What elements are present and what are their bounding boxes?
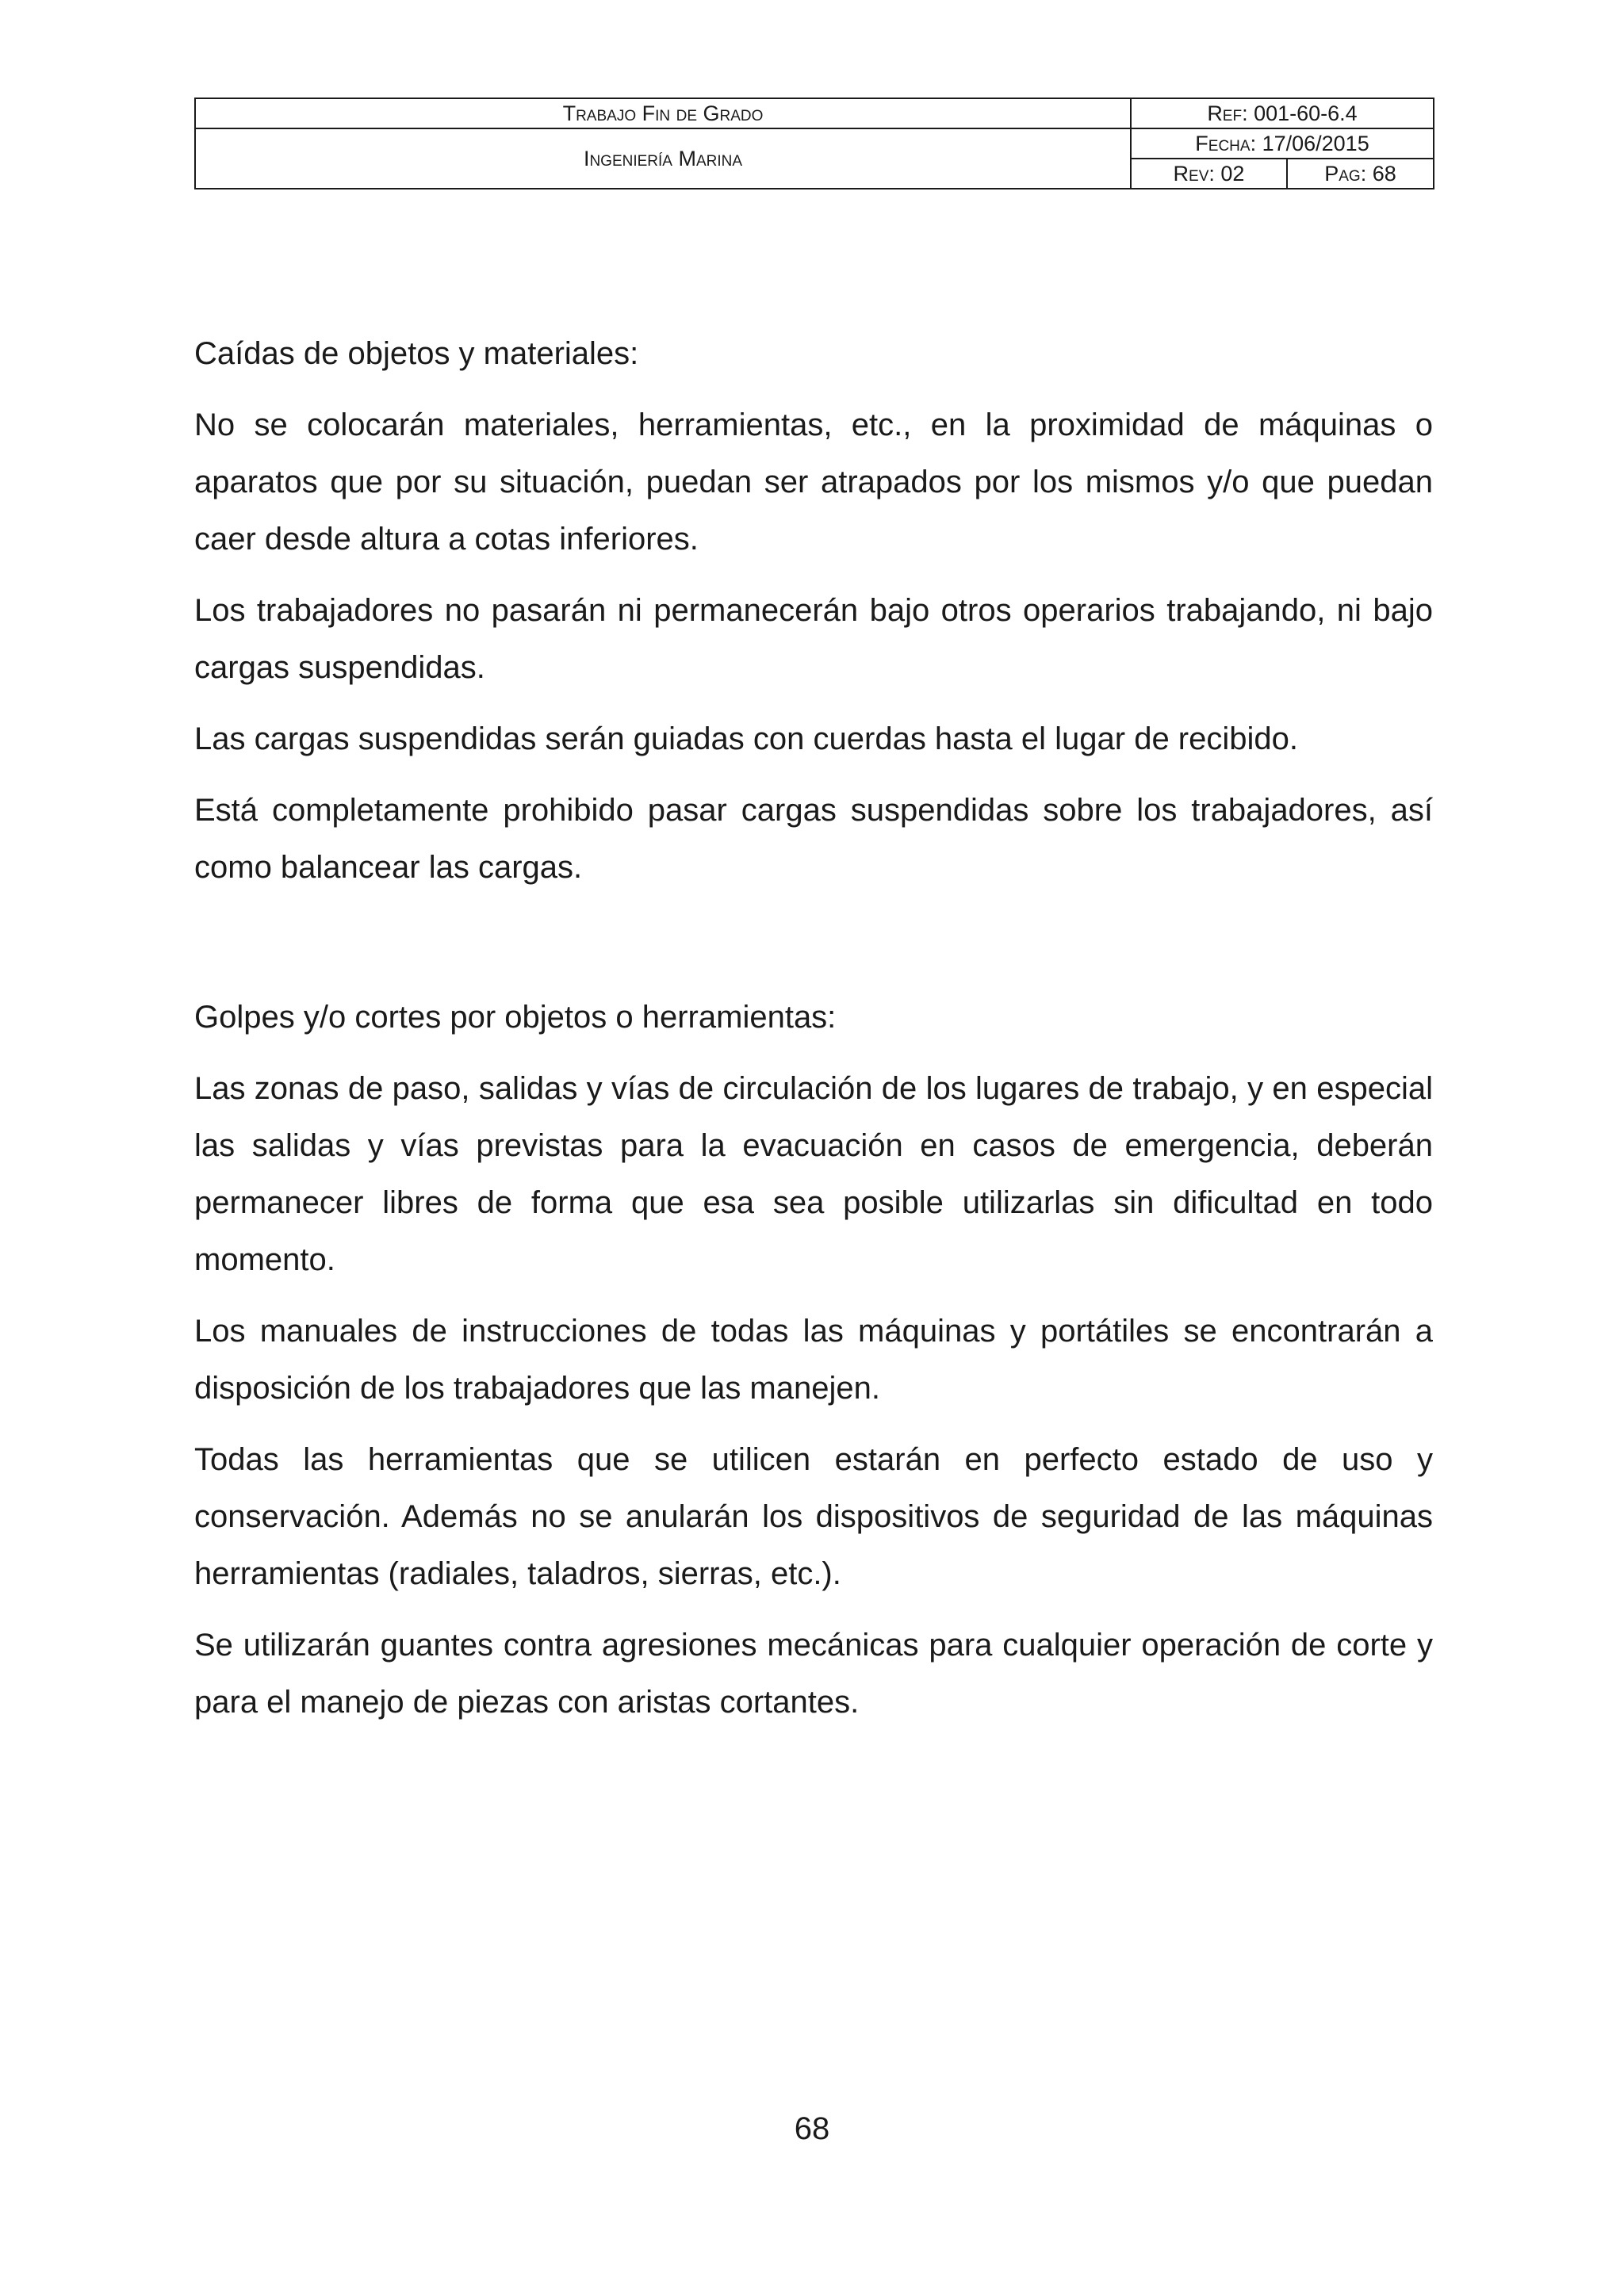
header-fecha: Fecha: 17/06/2015 <box>1131 128 1434 159</box>
section-caidas <box>194 325 1433 896</box>
paragraph: Se utilizarán guantes contra agresiones mecánicas para cualquier operación de corte y para el manejo de piezas con aristas cortantes. <box>194 1628 1433 1720</box>
header-title: Trabajo Fin de Grado <box>195 98 1131 128</box>
paragraph: Está completamente prohibido pasar cargas suspendidas sobre los trabajadores, así como balancear las cargas. <box>194 793 1433 885</box>
paragraph: Los trabajadores no pasarán ni permanecerán bajo otros operarios trabajando, ni bajo cargas suspendidas. <box>194 593 1433 685</box>
section-heading: Caídas de objetos y materiales: <box>194 336 639 371</box>
header-subtitle: Ingeniería Marina <box>195 128 1131 189</box>
paragraph: Todas las herramientas que se utilicen estarán en perfecto estado de uso y conservación. Además no se anularán los dispositivos de seguridad de las máquinas herramientas (radiales, taladros, sierras, etc.). <box>194 1442 1433 1591</box>
page-number: 68 <box>794 2111 830 2146</box>
paragraph: Los manuales de instrucciones de todas las máquinas y portátiles se encontrarán a disposición de los trabajadores que las manejen. <box>194 1314 1433 1406</box>
header-rev: Rev: 02 <box>1131 159 1287 189</box>
paragraph: Las zonas de paso, salidas y vías de circulación de los lugares de trabajo, y en especial las salidas y vías previstas para la evacuación en casos de emergencia, deberán permanecer libres de forma que esa sea posible utilizarlas sin dificultad en todo momento. <box>194 1071 1433 1277</box>
paragraph: No se colocarán materiales, herramientas, etc., en la proximidad de máquinas o aparatos que por su situación, puedan ser atrapados por los mismos y/o que puedan caer desde altura a cotas inferiores. <box>194 408 1433 557</box>
paragraph: Las cargas suspendidas serán guiadas con cuerdas hasta el lugar de recibido. <box>194 721 1298 756</box>
section-golpes <box>194 989 1433 1731</box>
header-pag: Pag: 68 <box>1287 159 1434 189</box>
header-ref: Ref: 001-60-6.4 <box>1131 98 1434 128</box>
section-heading: Golpes y/o cortes por objetos o herramientas: <box>194 1000 837 1035</box>
header-table <box>194 98 1434 189</box>
